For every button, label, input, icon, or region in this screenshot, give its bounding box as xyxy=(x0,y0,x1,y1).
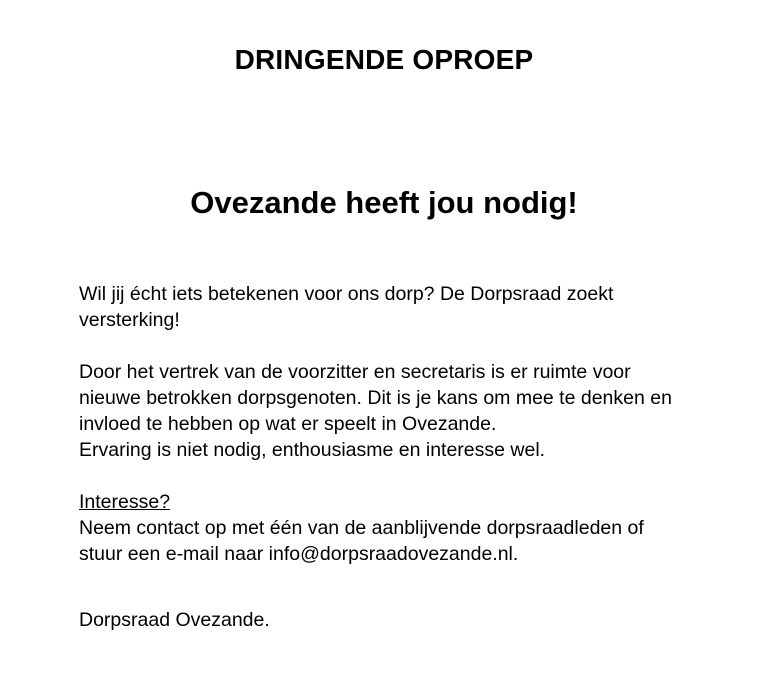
vacancy-line-3: invloed te hebben op wat er speelt in Ovezande. xyxy=(79,413,497,435)
intro-line-2: versterking! xyxy=(79,309,180,331)
vacancy-paragraph xyxy=(79,359,719,437)
intro-line-1: Wil jij écht iets betekenen voor ons dorp? De Dorpsraad zoekt xyxy=(79,283,614,305)
vacancy-line-1: Door het vertrek van de voorzitter en secretaris is er ruimte voor xyxy=(79,361,631,383)
interest-line-2: stuur een e-mail naar info@dorpsraadovezande.nl. xyxy=(79,543,519,565)
intro-paragraph xyxy=(79,281,719,333)
experience-paragraph xyxy=(79,437,719,463)
interest-paragraph xyxy=(79,489,719,567)
signature: Dorpsraad Ovezande. xyxy=(79,609,270,631)
page-subtitle: Ovezande heeft jou nodig! xyxy=(190,185,578,220)
interest-line-1: Neem contact op met één van de aanblijvende dorpsraadleden of xyxy=(79,517,644,539)
experience-line: Ervaring is niet nodig, enthousiasme en interesse wel. xyxy=(79,439,546,461)
page-title: DRINGENDE OPROEP xyxy=(234,44,534,75)
vacancy-line-2: nieuwe betrokken dorpsgenoten. Dit is je kans om mee te denken en xyxy=(79,387,672,409)
interest-heading: Interesse? xyxy=(79,491,171,513)
